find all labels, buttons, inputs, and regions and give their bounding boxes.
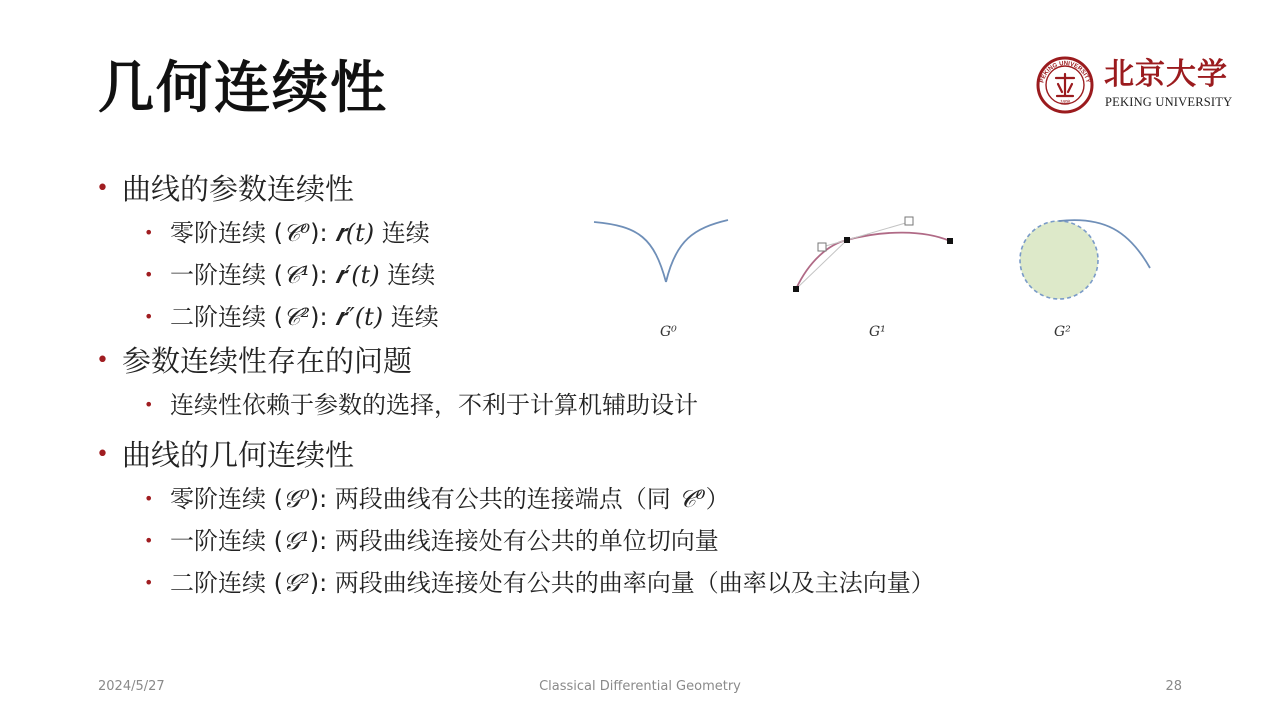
logo-chinese-name: 北京大学 [1104, 57, 1228, 92]
footer-course: Classical Differential Geometry [539, 679, 741, 694]
sub-bullet-c1: • 一阶连续 (𝒞¹): 𝒓′(𝑡) 连续 [96, 254, 1096, 296]
slide-title: 几何连续性 [98, 55, 388, 121]
svg-text:1898: 1898 [1059, 99, 1071, 106]
math-expression: 𝒓′(𝑡) [335, 261, 380, 289]
bullet-dot-icon: • [144, 223, 154, 242]
bullet-dot-icon: • [144, 307, 154, 326]
math-symbol: 𝒞⁰ [283, 219, 311, 247]
bullet-text: 参数连续性存在的问题 [122, 344, 413, 378]
sub-bullet-c0: • 零阶连续 (𝒞⁰): 𝒓(𝑡) 连续 [96, 212, 1096, 254]
math-symbol: 𝒞¹ [283, 261, 311, 289]
figure-label-g2: G² [1054, 324, 1071, 340]
bullet-dot-icon: • [144, 395, 154, 414]
g1-bezier-curves [793, 217, 953, 292]
math-expression: 𝒞⁰ [678, 485, 706, 513]
footer-page-number: 28 [1165, 679, 1182, 694]
g2-osculating-circle [1020, 220, 1150, 299]
svg-text:PEKING UNIVERSITY: PEKING UNIVERSITY [1039, 60, 1091, 84]
math-symbol: 𝒞² [283, 303, 311, 331]
bullet-dot-icon: • [96, 442, 109, 467]
control-point-icon [793, 286, 799, 292]
bullet-dot-icon: • [144, 265, 154, 284]
bullet-dot-icon: • [144, 489, 154, 508]
bullet-text: 曲线的几何连续性 [122, 438, 355, 472]
control-point-icon [818, 243, 826, 251]
math-expression: 𝒓(𝑡) [335, 219, 375, 247]
math-symbol: 𝒢⁰ [283, 485, 310, 513]
sub-bullet-g2: • 二阶连续 (𝒢²): 两段曲线连接处有公共的曲率向量（曲率以及主法向量） [96, 562, 1096, 604]
university-logo [1036, 56, 1236, 114]
math-expression: 𝒓″(𝑡) [335, 303, 384, 331]
math-symbol: 𝒢¹ [283, 527, 310, 555]
sub-bullet-g1: • 一阶连续 (𝒢¹): 两段曲线连接处有公共的单位切向量 [96, 520, 1096, 562]
control-point-icon [844, 237, 850, 243]
footer-date: 2024/5/27 [98, 679, 165, 694]
control-point-icon [947, 238, 953, 244]
control-point-icon [905, 217, 913, 225]
figure-label-g1: G¹ [869, 324, 886, 340]
pku-seal-icon [1036, 56, 1094, 114]
figure-label-g0: G⁰ [660, 324, 677, 340]
bullet-dot-icon: • [96, 176, 109, 201]
math-symbol: 𝒢² [283, 569, 310, 597]
bullet-dot-icon: • [144, 573, 154, 592]
bullet-text: 曲线的参数连续性 [122, 172, 355, 206]
sub-bullet-g0: • 零阶连续 (𝒢⁰): 两段曲线有公共的连接端点（同 𝒞⁰） [96, 478, 1096, 520]
sub-bullet-c2: • 二阶连续 (𝒞²): 𝒓″(𝑡) 连续 [96, 296, 1096, 338]
bullet-dot-icon: • [144, 531, 154, 550]
continuity-figure [584, 206, 1184, 352]
logo-english-name: PEKING UNIVERSITY [1105, 95, 1233, 109]
bullet-geometric-continuity [96, 432, 1096, 478]
sub-bullet-parameter-dependence: • 连续性依赖于参数的选择，不利于计算机辅助设计 [96, 384, 1096, 426]
g0-cusp-curves [594, 220, 728, 282]
bullet-dot-icon: • [96, 348, 109, 373]
